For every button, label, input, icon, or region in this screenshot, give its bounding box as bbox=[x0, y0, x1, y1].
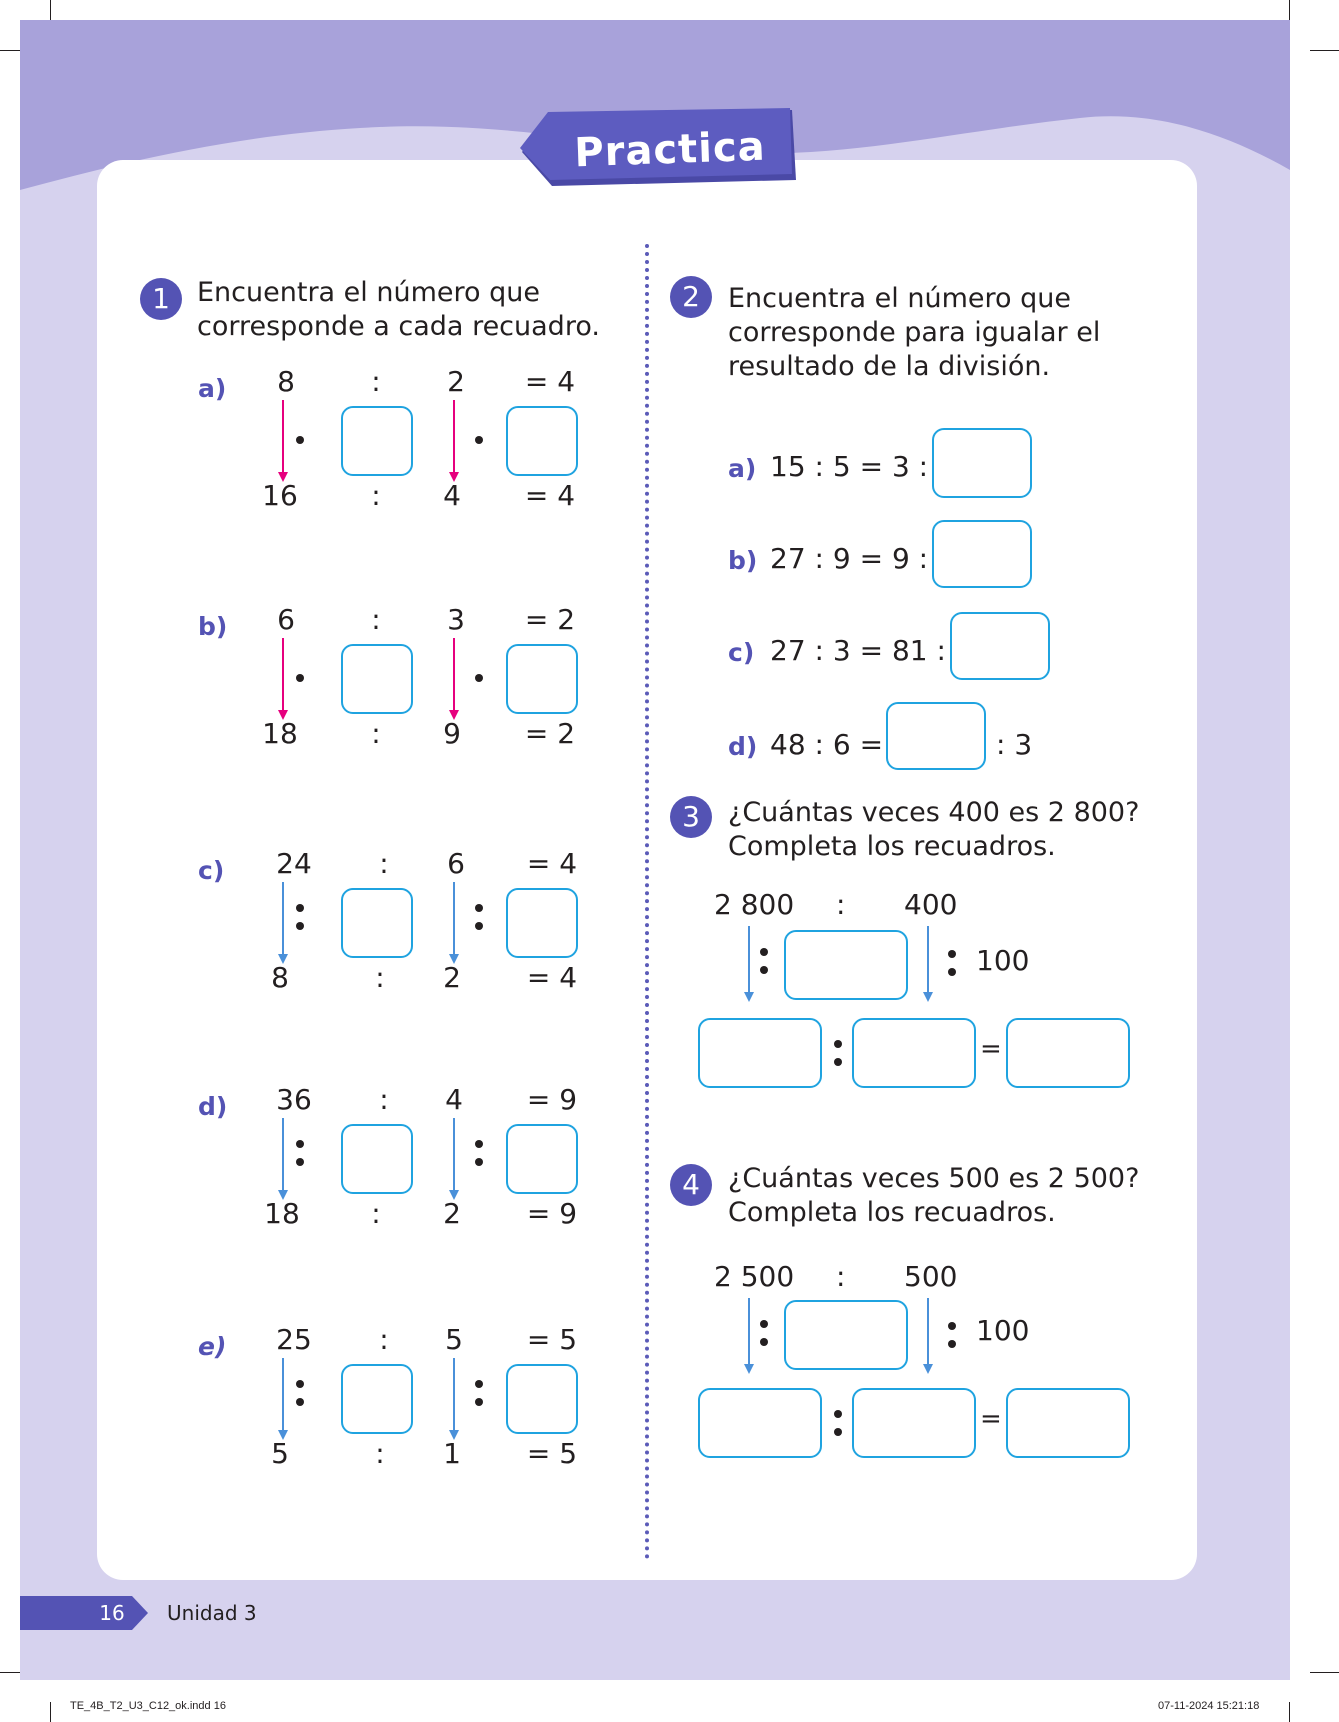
arrow-left-pink bbox=[276, 398, 290, 484]
crop-mark bbox=[1289, 0, 1290, 20]
exercise-4-instruction bbox=[728, 1162, 1168, 1230]
page-title: Practica bbox=[573, 123, 767, 177]
ex2-item-d-suffix: : 3 bbox=[996, 728, 1033, 761]
bottom-colon: : bbox=[371, 717, 381, 750]
crop-mark bbox=[1310, 1672, 1339, 1673]
ex4-dividend: 2 500 bbox=[714, 1260, 795, 1293]
divide-dot-top bbox=[948, 950, 956, 958]
divide-dot-bottom bbox=[475, 1158, 483, 1166]
ex3-arrow-right bbox=[922, 924, 934, 1004]
bottom-colon: : bbox=[371, 1197, 381, 1230]
crop-mark bbox=[50, 1702, 51, 1722]
ex2-item-c-expr: 27 : 3 = 81 : bbox=[770, 634, 946, 667]
top-colon: : bbox=[371, 365, 381, 398]
ex3-result-box[interactable] bbox=[1006, 1018, 1130, 1088]
arrow-left-blue bbox=[276, 880, 290, 966]
divide-dot-top bbox=[834, 1410, 842, 1418]
ex3-arrow-left bbox=[743, 924, 755, 1004]
ex2-item-c-label: c) bbox=[728, 638, 755, 667]
ex3-divide-by: 100 bbox=[976, 944, 1030, 977]
bottom-colon: : bbox=[375, 961, 385, 994]
exercise-3-number: 3 bbox=[670, 796, 712, 838]
arrow-right-blue bbox=[447, 880, 461, 966]
multiply-dot bbox=[475, 674, 483, 682]
divide-dot-bottom bbox=[475, 1398, 483, 1406]
bottom-dividend: 8 bbox=[271, 961, 289, 994]
exercise-2-number: 2 bbox=[670, 276, 712, 318]
answer-box[interactable] bbox=[506, 888, 578, 958]
crop-mark bbox=[0, 1672, 20, 1673]
ex3-dividend: 2 800 bbox=[714, 888, 795, 921]
top-result: = 5 bbox=[526, 1323, 578, 1356]
divide-dot-top bbox=[296, 904, 304, 912]
divide-dot-top bbox=[475, 1140, 483, 1148]
exercise-1-number: 1 bbox=[140, 278, 182, 320]
multiply-dot bbox=[475, 436, 483, 444]
ex4-colon: : bbox=[836, 1260, 846, 1293]
crop-mark bbox=[0, 50, 20, 51]
ex2-item-a-answer-box[interactable] bbox=[932, 428, 1032, 498]
arrow-left-blue bbox=[276, 1356, 290, 1442]
divide-dot-bottom bbox=[948, 968, 956, 976]
bottom-divisor: 2 bbox=[443, 961, 461, 994]
answer-box[interactable] bbox=[341, 644, 413, 714]
arrow-left-blue bbox=[276, 1116, 290, 1202]
ex3-new-dividend-box[interactable] bbox=[698, 1018, 822, 1088]
divide-dot-top bbox=[760, 948, 768, 956]
item-label: b) bbox=[198, 612, 228, 641]
ex2-item-a-label: a) bbox=[728, 454, 757, 483]
print-timestamp: 07-11-2024 15:21:18 bbox=[1158, 1700, 1260, 1712]
ex3-new-divisor-box[interactable] bbox=[852, 1018, 976, 1088]
crop-mark bbox=[1310, 50, 1339, 51]
ex4-divide-by: 100 bbox=[976, 1314, 1030, 1347]
divide-dot-bottom bbox=[296, 1158, 304, 1166]
top-colon: : bbox=[379, 1083, 389, 1116]
ex4-divisor-box[interactable] bbox=[784, 1300, 908, 1370]
answer-box[interactable] bbox=[506, 1364, 578, 1434]
answer-box[interactable] bbox=[341, 1124, 413, 1194]
top-result: = 2 bbox=[524, 603, 576, 636]
top-dividend: 6 bbox=[277, 603, 295, 636]
bottom-colon: : bbox=[375, 1437, 385, 1470]
divide-dot-bottom bbox=[760, 1338, 768, 1346]
divide-dot-bottom bbox=[296, 922, 304, 930]
arrow-right-pink bbox=[447, 636, 461, 722]
top-result: = 9 bbox=[526, 1083, 578, 1116]
top-divisor: 6 bbox=[447, 847, 465, 880]
top-dividend: 36 bbox=[276, 1083, 312, 1116]
top-result: = 4 bbox=[526, 847, 578, 880]
exercise-3-instruction bbox=[728, 796, 1168, 864]
ex4-new-dividend-box[interactable] bbox=[698, 1388, 822, 1458]
ex4-divisor: 500 bbox=[904, 1260, 958, 1293]
exercise-2-instruction-line1: Encuentra el número que bbox=[728, 283, 1071, 314]
exercise-4-line2: Completa los recuadros. bbox=[728, 1197, 1056, 1228]
top-colon: : bbox=[371, 603, 381, 636]
exercise-4-question: ¿Cuántas veces 500 es 2 500? bbox=[728, 1163, 1140, 1194]
exercise-1-instruction bbox=[197, 276, 617, 344]
item-label: c) bbox=[198, 856, 225, 885]
divide-dot-top bbox=[948, 1322, 956, 1330]
divide-dot-bottom bbox=[834, 1058, 842, 1066]
ex2-item-d-expr: 48 : 6 = bbox=[770, 728, 884, 761]
ex4-arrow-right bbox=[922, 1296, 934, 1376]
divide-dot-top bbox=[834, 1040, 842, 1048]
ex2-item-d-label: d) bbox=[728, 732, 758, 761]
exercise-1-instruction-line2: corresponde a cada recuadro. bbox=[197, 311, 600, 342]
page-number: 16 bbox=[99, 1601, 125, 1625]
exercise-3-line2: Completa los recuadros. bbox=[728, 831, 1056, 862]
exercise-1-instruction-line1: Encuentra el número que bbox=[197, 277, 540, 308]
file-slug: TE_4B_T2_U3_C12_ok.indd 16 bbox=[70, 1700, 226, 1712]
bottom-divisor: 9 bbox=[443, 717, 461, 750]
ex2-item-c-answer-box[interactable] bbox=[950, 612, 1050, 680]
arrow-right-blue bbox=[447, 1116, 461, 1202]
exercise-3-question: ¿Cuántas veces 400 es 2 800? bbox=[728, 797, 1140, 828]
column-divider bbox=[645, 244, 649, 1560]
bottom-dividend: 18 bbox=[264, 1197, 300, 1230]
top-divisor: 4 bbox=[445, 1083, 463, 1116]
bottom-dividend: 18 bbox=[262, 717, 298, 750]
ex4-new-divisor-box[interactable] bbox=[852, 1388, 976, 1458]
bottom-result: = 2 bbox=[524, 717, 576, 750]
divide-dot-top bbox=[475, 1380, 483, 1388]
answer-box[interactable] bbox=[341, 406, 413, 476]
multiply-dot bbox=[296, 436, 304, 444]
top-dividend: 8 bbox=[277, 365, 295, 398]
exercise-2-instruction-line3: resultado de la división. bbox=[728, 351, 1051, 382]
divide-dot-top bbox=[760, 1320, 768, 1328]
arrow-right-blue bbox=[447, 1356, 461, 1442]
exercise-2-instruction bbox=[728, 282, 1158, 384]
divide-dot-bottom bbox=[834, 1428, 842, 1436]
top-dividend: 25 bbox=[276, 1323, 312, 1356]
answer-box[interactable] bbox=[506, 1124, 578, 1194]
top-colon: : bbox=[379, 1323, 389, 1356]
ex2-item-d-answer-box[interactable] bbox=[886, 702, 986, 770]
divide-dot-bottom bbox=[296, 1398, 304, 1406]
bottom-result: = 5 bbox=[526, 1437, 578, 1470]
bottom-divisor: 1 bbox=[443, 1437, 461, 1470]
answer-box[interactable] bbox=[506, 644, 578, 714]
item-label: e) bbox=[198, 1332, 227, 1361]
divide-dot-top bbox=[296, 1380, 304, 1388]
answer-box[interactable] bbox=[341, 888, 413, 958]
arrow-right-pink bbox=[447, 398, 461, 484]
ex3-divisor: 400 bbox=[904, 888, 958, 921]
divide-dot-bottom bbox=[475, 922, 483, 930]
ex2-item-b-expr: 27 : 9 = 9 : bbox=[770, 542, 929, 575]
ex4-equals: = bbox=[980, 1404, 1002, 1434]
ex4-arrow-left bbox=[743, 1296, 755, 1376]
divide-dot-bottom bbox=[760, 966, 768, 974]
top-divisor: 3 bbox=[447, 603, 465, 636]
divide-dot-bottom bbox=[948, 1340, 956, 1348]
ex3-equals: = bbox=[980, 1034, 1002, 1064]
ex2-item-b-answer-box[interactable] bbox=[932, 520, 1032, 588]
top-result: = 4 bbox=[524, 365, 576, 398]
answer-box[interactable] bbox=[341, 1364, 413, 1434]
ex4-result-box[interactable] bbox=[1006, 1388, 1130, 1458]
bottom-result: = 4 bbox=[526, 961, 578, 994]
item-label: d) bbox=[198, 1092, 228, 1121]
exercise-2-instruction-line2: corresponde para igualar el bbox=[728, 317, 1101, 348]
bottom-colon: : bbox=[371, 479, 381, 512]
item-label: a) bbox=[198, 374, 227, 403]
crop-mark bbox=[50, 0, 51, 20]
bottom-dividend: 16 bbox=[262, 479, 298, 512]
ex2-item-a-expr: 15 : 5 = 3 : bbox=[770, 450, 929, 483]
ex2-item-b-label: b) bbox=[728, 546, 758, 575]
top-colon: : bbox=[379, 847, 389, 880]
divide-dot-top bbox=[475, 904, 483, 912]
divide-dot-top bbox=[296, 1140, 304, 1148]
ex3-colon: : bbox=[836, 888, 846, 921]
bottom-divisor: 2 bbox=[443, 1197, 461, 1230]
top-divisor: 5 bbox=[445, 1323, 463, 1356]
exercise-4-number: 4 bbox=[670, 1164, 712, 1206]
bottom-dividend: 5 bbox=[271, 1437, 289, 1470]
bottom-result: = 4 bbox=[524, 479, 576, 512]
ex3-divisor-box[interactable] bbox=[784, 930, 908, 1000]
unit-label: Unidad 3 bbox=[167, 1601, 257, 1625]
bottom-result: = 9 bbox=[526, 1197, 578, 1230]
crop-mark bbox=[1289, 1702, 1290, 1722]
bottom-divisor: 4 bbox=[443, 479, 461, 512]
top-dividend: 24 bbox=[276, 847, 312, 880]
multiply-dot bbox=[296, 674, 304, 682]
arrow-left-pink bbox=[276, 636, 290, 722]
top-divisor: 2 bbox=[447, 365, 465, 398]
answer-box[interactable] bbox=[506, 406, 578, 476]
